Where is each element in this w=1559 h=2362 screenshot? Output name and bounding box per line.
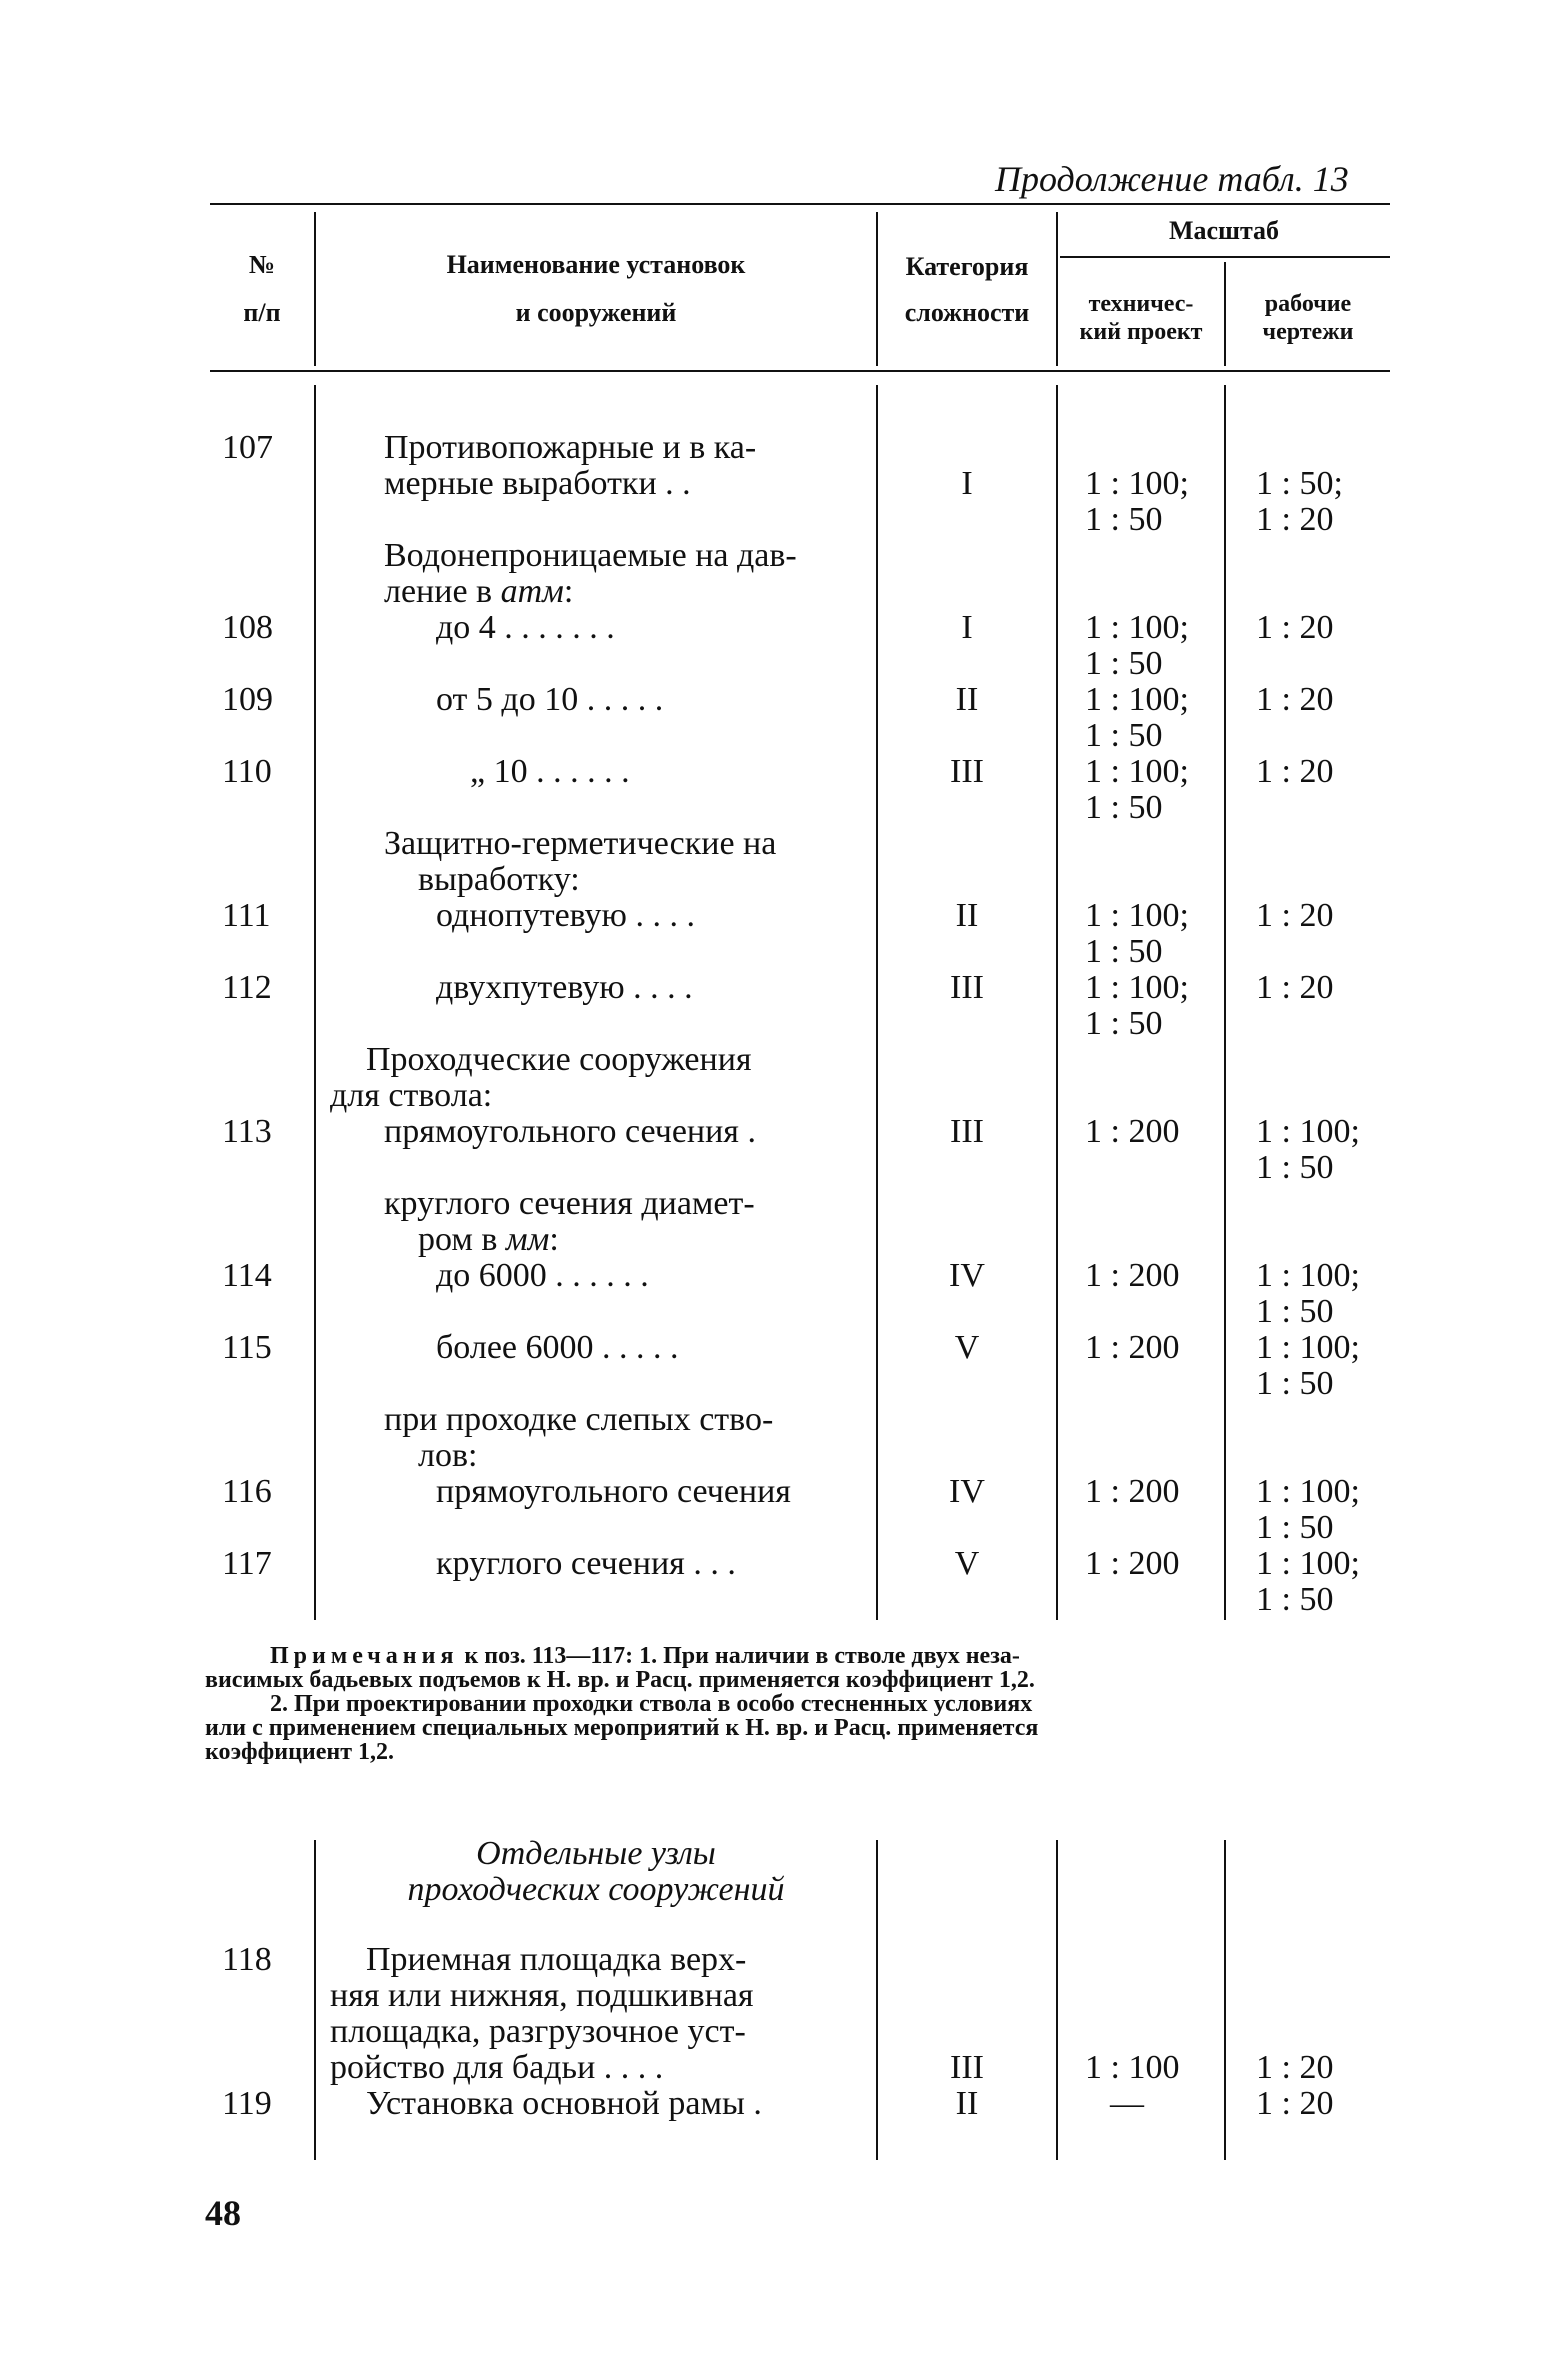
row-name: „ 10 . . . . . . — [470, 753, 630, 790]
row-name: до 6000 . . . . . . — [436, 1257, 649, 1294]
row-tech-scale: 1 : 50 — [1085, 1005, 1163, 1042]
row-name: круглого сечения . . . — [436, 1545, 736, 1582]
row-name: Противопожарные и в ка- — [384, 429, 757, 466]
row-category: II — [955, 2085, 979, 2122]
row-name: прямоугольного сечения — [436, 1473, 791, 1510]
row-work-scale: 1 : 50 — [1256, 1509, 1334, 1546]
row-tech-scale: 1 : 100; — [1085, 897, 1189, 934]
body-col-divider-3 — [1056, 385, 1058, 1620]
row-number: 117 — [222, 1545, 272, 1582]
group-heading: Водонепроницаемые на дав- — [384, 537, 797, 574]
row-tech-scale: — — [1110, 2085, 1144, 2122]
row-work-scale: 1 : 20 — [1256, 501, 1334, 538]
notes-line: коэффициент 1,2. — [205, 1739, 394, 1765]
row-tech-scale: 1 : 200 — [1085, 1545, 1180, 1582]
row-category: II — [955, 681, 979, 718]
row-number: 115 — [222, 1329, 272, 1366]
row-category: III — [950, 753, 984, 790]
row-tech-scale: 1 : 50 — [1085, 789, 1163, 826]
row-work-scale: 1 : 20 — [1256, 609, 1334, 646]
header-col-divider-1 — [314, 212, 316, 366]
header-tech-line2: кий проект — [1079, 319, 1203, 345]
header-work-line1: рабочие — [1264, 291, 1352, 317]
row-tech-scale: 1 : 50 — [1085, 933, 1163, 970]
row-tech-scale: 1 : 100 — [1085, 2049, 1180, 2086]
group-heading: лов: — [418, 1437, 478, 1474]
group-heading: выработку: — [418, 861, 580, 898]
header-category-line2: сложности — [904, 298, 1030, 327]
row-work-scale: 1 : 50 — [1256, 1365, 1334, 1402]
header-name-line2: и сооружений — [515, 298, 677, 327]
row-work-scale: 1 : 50 — [1256, 1581, 1334, 1618]
row-tech-scale: 1 : 100; — [1085, 969, 1189, 1006]
row-work-scale: 1 : 100; — [1256, 1113, 1360, 1150]
row-name: ройство для бадьи . . . . — [330, 2049, 664, 2086]
row-category: V — [954, 1545, 980, 1582]
group-heading: ром в мм: — [418, 1221, 559, 1258]
row-work-scale: 1 : 100; — [1256, 1473, 1360, 1510]
scale-divider-rule — [1060, 256, 1390, 258]
row-work-scale: 1 : 20 — [1256, 969, 1334, 1006]
page-number: 48 — [205, 2193, 241, 2233]
row-work-scale: 1 : 50 — [1256, 1293, 1334, 1330]
row-category: I — [961, 465, 973, 502]
notes-line: или с применением специальных мероприятий к Н. вр. и Расц. применяется — [205, 1715, 1039, 1741]
row-tech-scale: 1 : 200 — [1085, 1257, 1180, 1294]
header-name-line1: Наименование установок — [446, 250, 746, 279]
header-tech-line1: техничес- — [1088, 291, 1194, 317]
section-title: Отдельные узлы — [476, 1835, 716, 1872]
row-name: до 4 . . . . . . . — [436, 609, 615, 646]
row-category: III — [950, 969, 984, 1006]
group-heading: круглого сечения диамет- — [384, 1185, 755, 1222]
header-work-line2: чертежи — [1262, 319, 1354, 345]
group-heading: ление в атм: — [384, 573, 574, 610]
sec2-col-divider-4 — [1224, 1840, 1226, 2160]
row-name: Установка основной рамы . — [366, 2085, 762, 2122]
header-category-line1: Категория — [905, 252, 1029, 281]
row-number: 108 — [222, 609, 273, 646]
row-name: прямоугольного сечения . — [384, 1113, 756, 1150]
row-work-scale: 1 : 100; — [1256, 1329, 1360, 1366]
table-caption: Продолжение табл. 13 — [995, 159, 1349, 199]
row-category: III — [950, 1113, 984, 1150]
row-tech-scale: 1 : 50 — [1085, 717, 1163, 754]
row-work-scale: 1 : 50; — [1256, 465, 1343, 502]
row-number: 119 — [222, 2085, 272, 2122]
header-no-label: п/п — [243, 298, 281, 327]
row-category: V — [954, 1329, 980, 1366]
row-name: площадка, разгрузочное уст- — [330, 2013, 746, 2050]
row-work-scale: 1 : 100; — [1256, 1545, 1360, 1582]
row-category: IV — [949, 1257, 985, 1294]
row-tech-scale: 1 : 100; — [1085, 609, 1189, 646]
row-tech-scale: 1 : 200 — [1085, 1473, 1180, 1510]
row-number: 109 — [222, 681, 273, 718]
row-tech-scale: 1 : 100; — [1085, 753, 1189, 790]
row-work-scale: 1 : 20 — [1256, 2085, 1334, 2122]
row-number: 114 — [222, 1257, 272, 1294]
notes-line: 2. При проектировании проходки ствола в особо стесненных условиях — [270, 1691, 1033, 1717]
row-tech-scale: 1 : 50 — [1085, 501, 1163, 538]
header-no-symbol: № — [248, 250, 276, 279]
row-tech-scale: 1 : 50 — [1085, 645, 1163, 682]
body-col-divider-4 — [1224, 385, 1226, 1620]
section-title: проходческих сооружений — [407, 1871, 785, 1908]
row-tech-scale: 1 : 100; — [1085, 681, 1189, 718]
sec2-col-divider-3 — [1056, 1840, 1058, 2160]
notes-line: висимых бадьевых подъемов к Н. вр. и Расц. применяется коэффициент 1,2. — [205, 1667, 1035, 1693]
row-name: однопутевую . . . . — [436, 897, 695, 934]
row-work-scale: 1 : 20 — [1256, 897, 1334, 934]
row-work-scale: 1 : 50 — [1256, 1149, 1334, 1186]
row-work-scale: 1 : 20 — [1256, 681, 1334, 718]
group-heading: Защитно-герметические на — [384, 825, 777, 862]
row-work-scale: 1 : 20 — [1256, 2049, 1334, 2086]
row-number: 118 — [222, 1941, 272, 1978]
header-scale: Масштаб — [1168, 216, 1280, 245]
row-number: 116 — [222, 1473, 272, 1510]
group-heading: при проходке слепых ство- — [384, 1401, 774, 1438]
notes-line: Примечания к поз. 113—117: 1. При наличии в стволе двух неза- — [270, 1643, 1020, 1669]
row-number: 111 — [222, 897, 271, 934]
row-name: няя или нижняя, подшкивная — [330, 1977, 754, 2014]
row-number: 113 — [222, 1113, 272, 1150]
row-tech-scale: 1 : 100; — [1085, 465, 1189, 502]
body-col-divider-1 — [314, 385, 316, 1620]
row-category: III — [950, 2049, 984, 2086]
row-number: 107 — [222, 429, 273, 466]
row-category: I — [961, 609, 973, 646]
row-tech-scale: 1 : 200 — [1085, 1329, 1180, 1366]
row-number: 110 — [222, 753, 272, 790]
header-bottom-rule — [210, 370, 1390, 372]
row-work-scale: 1 : 100; — [1256, 1257, 1360, 1294]
row-work-scale: 1 : 20 — [1256, 753, 1334, 790]
row-name: от 5 до 10 . . . . . — [436, 681, 664, 718]
group-heading: для ствола: — [330, 1077, 493, 1114]
row-name: двухпутевую . . . . — [436, 969, 693, 1006]
row-category: II — [955, 897, 979, 934]
row-category: IV — [949, 1473, 985, 1510]
header-col-divider-2 — [876, 212, 878, 366]
row-name: мерные выработки . . — [384, 465, 691, 502]
row-number: 112 — [222, 969, 272, 1006]
row-tech-scale: 1 : 200 — [1085, 1113, 1180, 1150]
group-heading: Проходческие сооружения — [366, 1041, 752, 1078]
row-name: Приемная площадка верх- — [366, 1941, 747, 1978]
row-name: более 6000 . . . . . — [436, 1329, 679, 1366]
table-top-rule — [210, 203, 1390, 205]
